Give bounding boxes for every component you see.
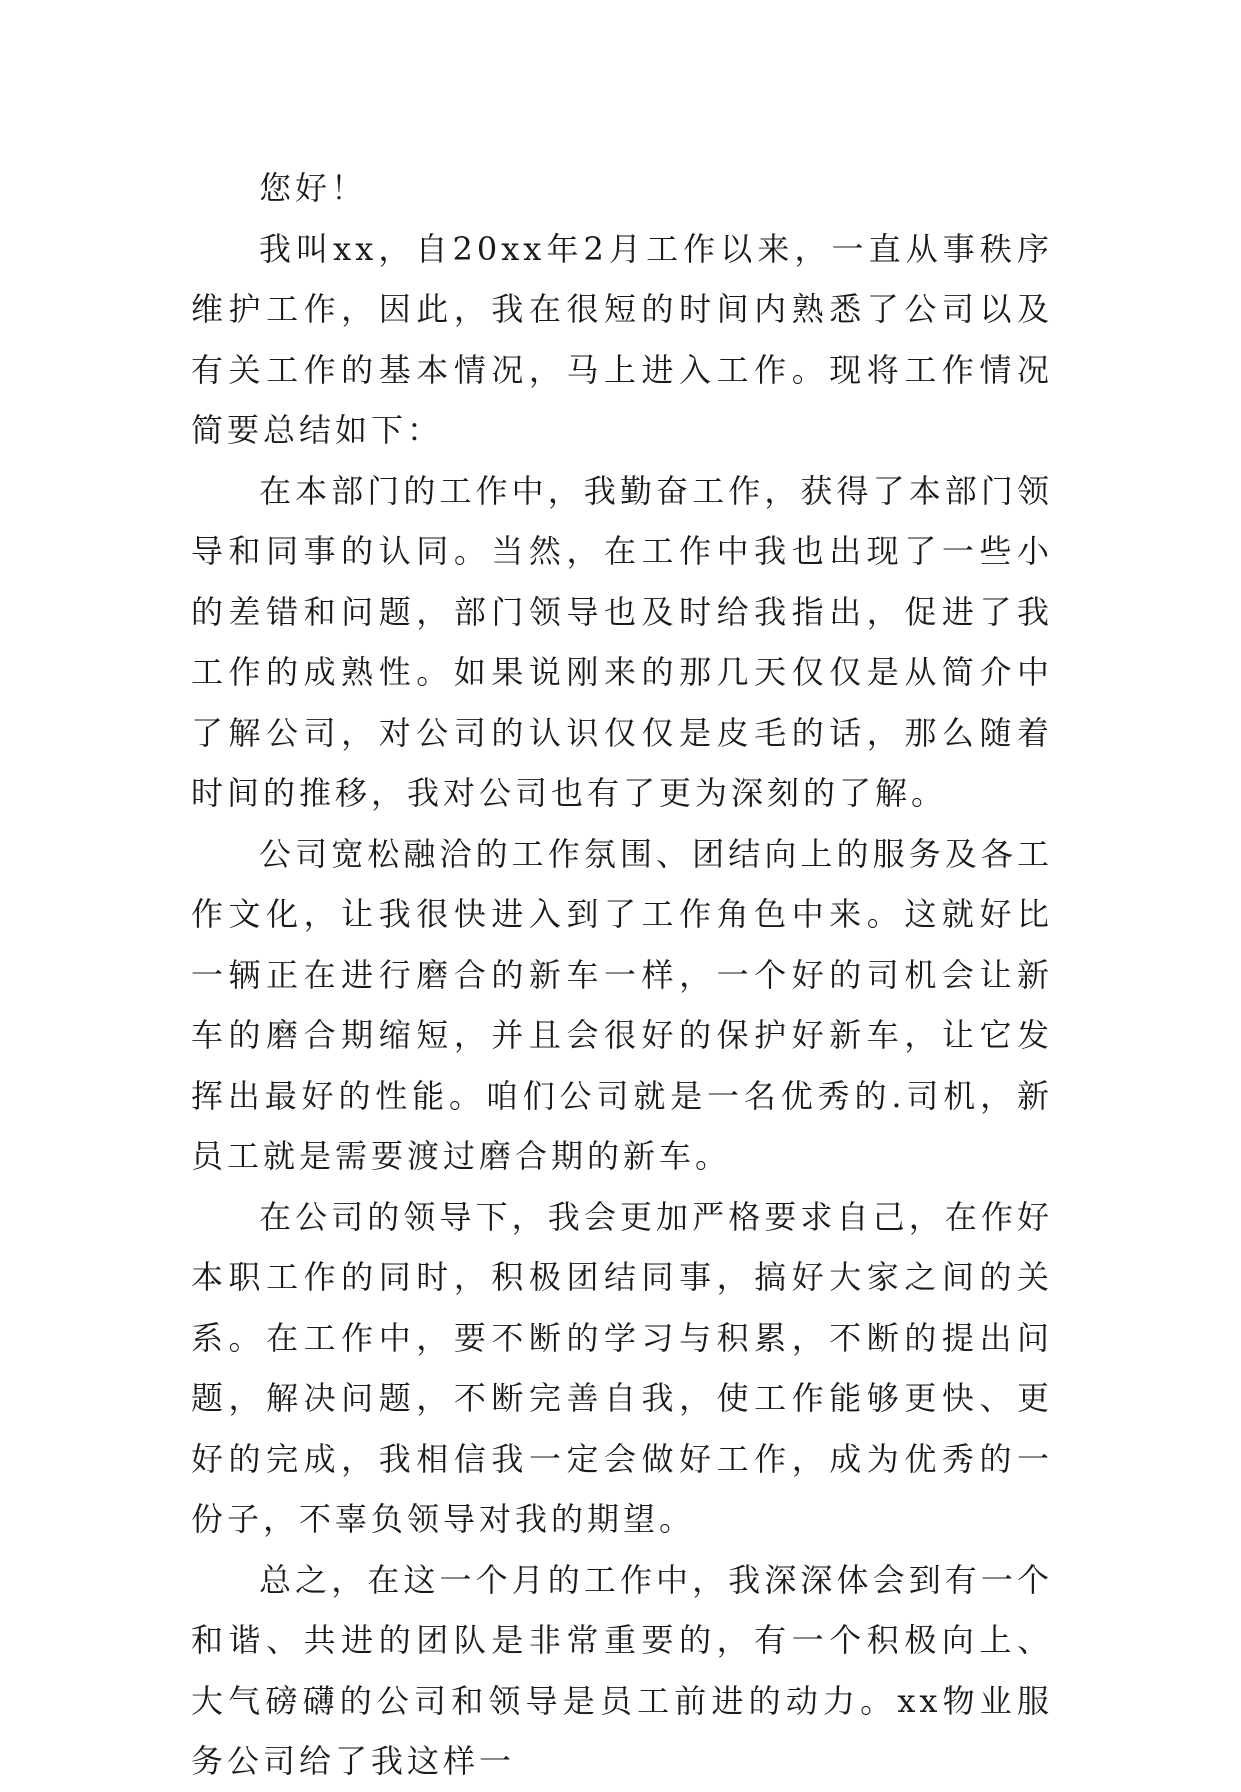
- paragraph-company-culture: 公司宽松融洽的工作氛围、团结向上的服务及各工作文化，让我很快进入到了工作角色中来。这就好比一辆正在进行磨合的新车一样，一个好的司机会让新车的磨合期缩短，并且会很好的保护好新车，让它发挥出最好的性能。咱们公司就是一名优秀的.司机，新员工就是需要渡过磨合期的新车。: [191, 834, 1053, 1175]
- paragraph-conclusion: 总之，在这一个月的工作中，我深深体会到有一个和谐、共进的团队是非常重要的，有一个积极向上、大气磅礴的公司和领导是员工前进的动力。xx物业服务公司给了我这样一: [191, 1560, 1053, 1780]
- paragraph-department-work: 在本部门的工作中，我勤奋工作，获得了本部门领导和同事的认同。当然，在工作中我也出现了一些小的差错和问题，部门领导也及时给我指出，促进了我工作的成熟性。如果说刚来的那几天仅仅是从简介中了解公司，对公司的认识仅仅是皮毛的话，那么随着时间的推移，我对公司也有了更为深刻的了解。: [191, 471, 1053, 812]
- paragraph-introduction: 我叫xx，自20xx年2月工作以来，一直从事秩序维护工作，因此，我在很短的时间内熟悉了公司以及有关工作的基本情况，马上进入工作。现将工作情况简要总结如下：: [191, 229, 1053, 449]
- paragraph-future-commitment: 在公司的领导下，我会更加严格要求自己，在作好本职工作的同时，积极团结同事，搞好大家之间的关系。在工作中，要不断的学习与积累，不断的提出问题，解决问题，不断完善自我，使工作能够更快、更好的完成，我相信我一定会做好工作，成为优秀的一份子，不辜负领导对我的期望。: [191, 1197, 1053, 1538]
- paragraph-greeting: 您好！: [259, 169, 368, 207]
- document-body: [191, 158, 1053, 1792]
